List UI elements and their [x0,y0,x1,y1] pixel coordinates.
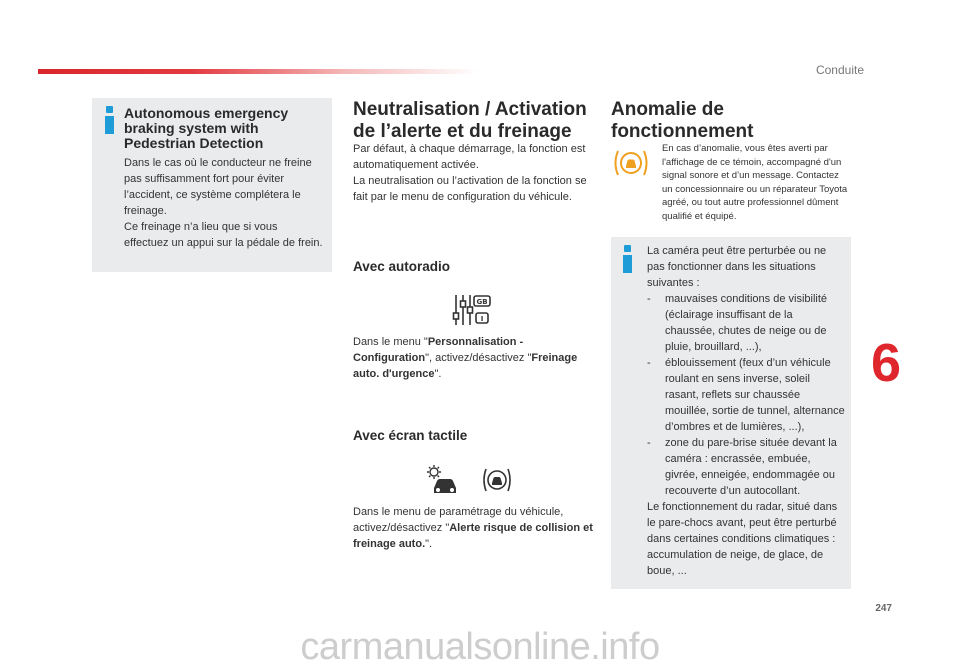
neutralisation-text: Par défaut, à chaque démarrage, la fonction est automatiquement activée. La neutralisation ou l’activation de la fonction se fait par le menu de configuration du véhicule. [353,143,587,203]
page-number: 247 [875,603,892,614]
header-red-bar [38,69,478,74]
svg-text:I: I [480,315,484,323]
brake-warning-icon [480,464,514,496]
anomalie-text: En cas d’anomalie, vous êtes averti par l'affichage de ce témoin, accompagné d'un signal sonore et d’un message. Contactez un concessionnaire ou un réparateur Toyota agréé, ou tout autre professionnel dûment qualifié et équipé. [662,143,848,222]
autoradio-menu-name: Personnalisation - Configuration [353,336,524,364]
chapter-number: 6 [871,333,902,393]
watermark: carmanualsonline.info [300,626,660,668]
info-icon [620,245,636,273]
camera-outro: Le fonctionnement du radar, situé dans le pare-chocs avant, peut être perturbé dans certaines conditions climatiques : accumulation de neige, de glace, de boue, ... [647,501,838,577]
autoradio-option-name: Freinage auto. d'urgence [353,352,578,380]
camera-info [647,243,845,579]
section-header: Conduite [815,63,865,77]
list-item: - mauvaises conditions de visibilité (éclairage insuffisant de la chaussée, chutes de neige ou de pluie, brouillard, ...), [647,293,828,353]
ecran-tactile-text: Dans le menu de paramétrage du véhicule, activez/désactivez "Alerte risque de collision et freinage auto.". [353,506,593,550]
settings-sliders-gb-icon [452,293,492,327]
svg-text:GB: GB [476,298,488,306]
list-item: - éblouissement (feux d’un véhicule roulant en sens inverse, soleil rasant, reflets sur chaussée mouillée, sortie de tunnel, alternance d’ombres et de lumières, ...), [647,357,845,433]
ecran-tactile-option-name: Alerte risque de collision et freinage auto. [353,522,593,550]
aeb-text: Dans le cas où le conducteur ne freine pas suffisamment fort pour éviter l’accident, ce système complétera le freinage. Ce freinage n’a lieu que si vous effectuez un appui sur la pédale de frein. [124,157,323,249]
autoradio-title: Avec autoradio [353,259,451,274]
vehicle-settings-icon [426,464,460,496]
anomalie-title: Anomalie de fonctionnement [611,99,754,142]
camera-intro: La caméra peut être perturbée ou ne pas fonctionner dans les situations suivantes : [647,245,827,289]
info-icon [102,106,118,134]
neutralisation-title: Neutralisation / Activation de l’alerte et du freinage [353,99,587,142]
autoradio-text: Dans le menu "Personnalisation - Configuration", activez/désactivez "Freinage auto. d'urgence". [353,336,578,380]
list-item: - zone du pare-brise située devant la caméra : encrassée, embuée, givrée, enneigée, endommagée ou recouverte d’un autocollant. [647,437,837,497]
aeb-title: Autonomous emergency braking system with Pedestrian Detection [124,105,289,151]
ecran-tactile-title: Avec écran tactile [353,428,468,443]
warning-lamp-icon [612,148,650,178]
